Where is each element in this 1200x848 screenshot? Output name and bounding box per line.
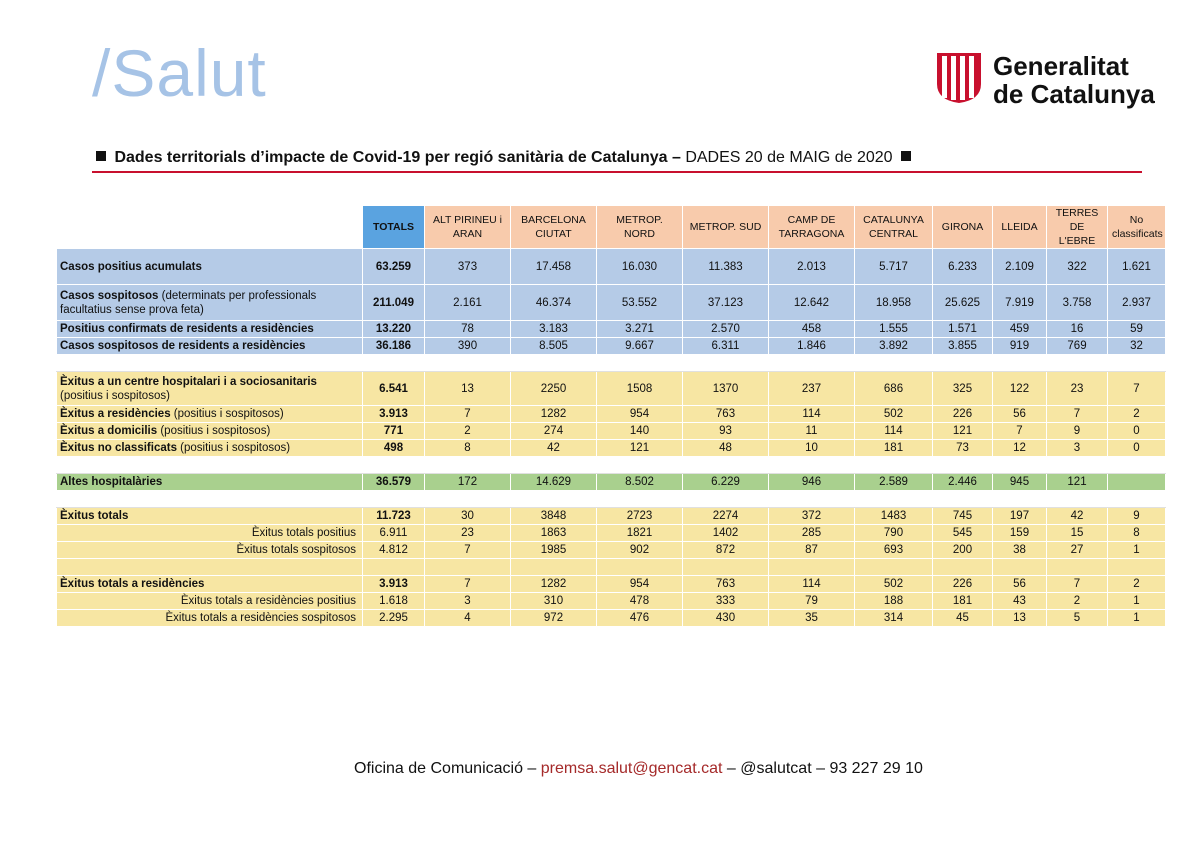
value-cell: 314: [855, 610, 933, 627]
value-cell: 7: [425, 542, 511, 559]
row-label: [57, 355, 363, 372]
value-cell: 3: [1047, 440, 1108, 457]
value-cell: 946: [769, 474, 855, 491]
value-cell: 919: [993, 338, 1047, 355]
value-cell: 73: [933, 440, 993, 457]
total-cell: 36.186: [363, 338, 425, 355]
value-cell: [993, 457, 1047, 474]
column-header: CAMP DE TARRAGONA: [769, 206, 855, 249]
row-label: Èxitus a domicilis (positius i sospitosos): [57, 423, 363, 440]
footer-separator: –: [726, 760, 736, 777]
generalitat-wordmark: [993, 52, 1155, 108]
value-cell: 159: [993, 525, 1047, 542]
table-body: [57, 249, 1166, 627]
value-cell: 3.758: [1047, 285, 1108, 321]
spacer-row: [57, 491, 1166, 508]
value-cell: 181: [855, 440, 933, 457]
table-row: [57, 559, 1166, 576]
value-cell: 197: [993, 508, 1047, 525]
value-cell: [1047, 491, 1108, 508]
value-cell: 14.629: [511, 474, 597, 491]
value-cell: 181: [933, 593, 993, 610]
value-cell: 114: [769, 406, 855, 423]
table-row: [57, 249, 1166, 285]
value-cell: 93: [683, 423, 769, 440]
value-cell: 121: [1047, 474, 1108, 491]
row-label: Èxitus totals a residències positius: [57, 593, 363, 610]
value-cell: 902: [597, 542, 683, 559]
value-cell: 972: [511, 610, 597, 627]
total-cell: 63.259: [363, 249, 425, 285]
value-cell: 1821: [597, 525, 683, 542]
value-cell: 1.621: [1108, 249, 1166, 285]
bullet-square-icon: [901, 151, 911, 161]
headline-divider: [92, 171, 1142, 173]
value-cell: [769, 457, 855, 474]
value-cell: 9: [1108, 508, 1166, 525]
value-cell: 945: [993, 474, 1047, 491]
spacer-row: [57, 457, 1166, 474]
value-cell: 4: [425, 610, 511, 627]
value-cell: [425, 355, 511, 372]
wordmark-line-2: de Catalunya: [993, 79, 1155, 109]
value-cell: 2.446: [933, 474, 993, 491]
table-row: [57, 338, 1166, 355]
value-cell: 693: [855, 542, 933, 559]
value-cell: 23: [425, 525, 511, 542]
footer-phone: – 93 227 29 10: [816, 760, 923, 777]
value-cell: 7: [425, 576, 511, 593]
value-cell: 3.183: [511, 321, 597, 338]
total-cell: [363, 559, 425, 576]
table-row: [57, 372, 1166, 406]
total-cell: 3.913: [363, 406, 425, 423]
value-cell: 285: [769, 525, 855, 542]
value-cell: 38: [993, 542, 1047, 559]
column-header: BARCELONA CIUTAT: [511, 206, 597, 249]
value-cell: [511, 457, 597, 474]
value-cell: 2: [1108, 576, 1166, 593]
value-cell: 7.919: [993, 285, 1047, 321]
value-cell: 42: [511, 440, 597, 457]
value-cell: 333: [683, 593, 769, 610]
value-cell: 3.271: [597, 321, 683, 338]
footer-email-link[interactable]: premsa.salut@gencat.cat: [540, 760, 723, 777]
value-cell: [769, 355, 855, 372]
value-cell: 1402: [683, 525, 769, 542]
value-cell: 0: [1108, 440, 1166, 457]
value-cell: 545: [933, 525, 993, 542]
value-cell: 1: [1108, 610, 1166, 627]
value-cell: 390: [425, 338, 511, 355]
value-cell: [855, 457, 933, 474]
value-cell: [855, 491, 933, 508]
value-cell: 7: [425, 406, 511, 423]
row-label: Casos sospitosos de residents a residències: [57, 338, 363, 355]
value-cell: 2.161: [425, 285, 511, 321]
value-cell: 2: [1047, 593, 1108, 610]
value-cell: 122: [993, 372, 1047, 406]
value-cell: 226: [933, 576, 993, 593]
value-cell: [855, 355, 933, 372]
value-cell: 502: [855, 576, 933, 593]
value-cell: [1108, 474, 1166, 491]
value-cell: 1508: [597, 372, 683, 406]
value-cell: 686: [855, 372, 933, 406]
value-cell: 6.229: [683, 474, 769, 491]
value-cell: 1985: [511, 542, 597, 559]
value-cell: 0: [1108, 423, 1166, 440]
total-cell: 36.579: [363, 474, 425, 491]
value-cell: [597, 355, 683, 372]
value-cell: 12.642: [769, 285, 855, 321]
value-cell: 27: [1047, 542, 1108, 559]
table-row: [57, 321, 1166, 338]
total-cell: 6.911: [363, 525, 425, 542]
value-cell: 172: [425, 474, 511, 491]
value-cell: 12: [993, 440, 1047, 457]
table-row: [57, 423, 1166, 440]
row-label: Positius confirmats de residents a residències: [57, 321, 363, 338]
value-cell: 188: [855, 593, 933, 610]
value-cell: 43: [993, 593, 1047, 610]
headline-date: DADES 20 de MAIG de 2020: [685, 149, 893, 166]
value-cell: [769, 491, 855, 508]
value-cell: 2.570: [683, 321, 769, 338]
value-cell: 53.552: [597, 285, 683, 321]
row-label: Èxitus totals sospitosos: [57, 542, 363, 559]
value-cell: 2.589: [855, 474, 933, 491]
value-cell: [1108, 355, 1166, 372]
value-cell: 5: [1047, 610, 1108, 627]
value-cell: 30: [425, 508, 511, 525]
value-cell: 8.502: [597, 474, 683, 491]
column-header: ALT PIRINEU i ARAN: [425, 206, 511, 249]
total-cell: [363, 355, 425, 372]
value-cell: 13: [425, 372, 511, 406]
value-cell: [597, 491, 683, 508]
value-cell: 140: [597, 423, 683, 440]
value-cell: 5.717: [855, 249, 933, 285]
table-row: [57, 474, 1166, 491]
value-cell: 18.958: [855, 285, 933, 321]
value-cell: 10: [769, 440, 855, 457]
value-cell: 17.458: [511, 249, 597, 285]
column-header: LLEIDA: [993, 206, 1047, 249]
value-cell: [993, 491, 1047, 508]
value-cell: 7: [1108, 372, 1166, 406]
wordmark-line-1: Generalitat: [993, 51, 1129, 81]
header-corner-cell: [57, 206, 363, 249]
covid-data-table: [56, 205, 1166, 627]
value-cell: [769, 559, 855, 576]
value-cell: 13: [993, 610, 1047, 627]
table-row: [57, 508, 1166, 525]
value-cell: [511, 491, 597, 508]
headline-title: Dades territorials d’impacte de Covid-19 per regió sanitària de Catalunya –: [114, 149, 681, 166]
value-cell: 45: [933, 610, 993, 627]
value-cell: 763: [683, 576, 769, 593]
column-header: GIRONA: [933, 206, 993, 249]
contact-footer: [354, 760, 923, 778]
value-cell: 502: [855, 406, 933, 423]
value-cell: 3: [425, 593, 511, 610]
table-row: [57, 525, 1166, 542]
value-cell: 2.937: [1108, 285, 1166, 321]
value-cell: [425, 457, 511, 474]
value-cell: 15: [1047, 525, 1108, 542]
value-cell: 1282: [511, 406, 597, 423]
value-cell: 23: [1047, 372, 1108, 406]
table-row: [57, 440, 1166, 457]
total-cell: [363, 457, 425, 474]
total-cell: 13.220: [363, 321, 425, 338]
value-cell: 1370: [683, 372, 769, 406]
value-cell: 763: [683, 406, 769, 423]
value-cell: 32: [1108, 338, 1166, 355]
row-label: [57, 491, 363, 508]
column-header: No classificats: [1108, 206, 1166, 249]
value-cell: 2723: [597, 508, 683, 525]
value-cell: 430: [683, 610, 769, 627]
value-cell: [683, 559, 769, 576]
value-cell: 1: [1108, 542, 1166, 559]
total-cell: [363, 491, 425, 508]
value-cell: [511, 355, 597, 372]
value-cell: 1.555: [855, 321, 933, 338]
salut-brand-logo: /Salut: [92, 36, 267, 110]
value-cell: 2250: [511, 372, 597, 406]
value-cell: [511, 559, 597, 576]
value-cell: 325: [933, 372, 993, 406]
value-cell: 11.383: [683, 249, 769, 285]
total-cell: 211.049: [363, 285, 425, 321]
value-cell: [993, 559, 1047, 576]
value-cell: 237: [769, 372, 855, 406]
value-cell: 274: [511, 423, 597, 440]
value-cell: [933, 559, 993, 576]
total-cell: 498: [363, 440, 425, 457]
value-cell: [1047, 355, 1108, 372]
column-header: CATALUNYA CENTRAL: [855, 206, 933, 249]
value-cell: 11: [769, 423, 855, 440]
value-cell: 78: [425, 321, 511, 338]
value-cell: 16.030: [597, 249, 683, 285]
generalitat-emblem-icon: [934, 50, 984, 104]
value-cell: 1.846: [769, 338, 855, 355]
row-label: Casos positius acumulats: [57, 249, 363, 285]
value-cell: 8: [425, 440, 511, 457]
value-cell: 59: [1108, 321, 1166, 338]
value-cell: 6.233: [933, 249, 993, 285]
value-cell: 42: [1047, 508, 1108, 525]
report-headline: [92, 149, 915, 167]
value-cell: 87: [769, 542, 855, 559]
value-cell: 2: [425, 423, 511, 440]
table-header-row: [57, 206, 1166, 249]
value-cell: [933, 457, 993, 474]
value-cell: [1108, 559, 1166, 576]
value-cell: 372: [769, 508, 855, 525]
value-cell: 8.505: [511, 338, 597, 355]
value-cell: 56: [993, 576, 1047, 593]
value-cell: [993, 355, 1047, 372]
value-cell: 322: [1047, 249, 1108, 285]
value-cell: 114: [855, 423, 933, 440]
value-cell: 3.892: [855, 338, 933, 355]
value-cell: 2.013: [769, 249, 855, 285]
value-cell: [425, 559, 511, 576]
table-row: [57, 542, 1166, 559]
total-cell: 11.723: [363, 508, 425, 525]
value-cell: 37.123: [683, 285, 769, 321]
value-cell: 745: [933, 508, 993, 525]
value-cell: 3848: [511, 508, 597, 525]
value-cell: 35: [769, 610, 855, 627]
total-cell: 6.541: [363, 372, 425, 406]
value-cell: 46.374: [511, 285, 597, 321]
value-cell: 1483: [855, 508, 933, 525]
row-label: Èxitus totals a residències sospitosos: [57, 610, 363, 627]
table-row: [57, 285, 1166, 321]
value-cell: 56: [993, 406, 1047, 423]
value-cell: 1.571: [933, 321, 993, 338]
value-cell: 310: [511, 593, 597, 610]
value-cell: [1108, 457, 1166, 474]
value-cell: 121: [933, 423, 993, 440]
value-cell: [1047, 457, 1108, 474]
value-cell: 459: [993, 321, 1047, 338]
spacer-row: [57, 355, 1166, 372]
value-cell: 458: [769, 321, 855, 338]
value-cell: 2274: [683, 508, 769, 525]
value-cell: 9: [1047, 423, 1108, 440]
bullet-square-icon: [96, 151, 106, 161]
value-cell: 1: [1108, 593, 1166, 610]
value-cell: 79: [769, 593, 855, 610]
row-label: [57, 559, 363, 576]
row-label: Èxitus totals a residències: [57, 576, 363, 593]
total-cell: 2.295: [363, 610, 425, 627]
value-cell: 2: [1108, 406, 1166, 423]
value-cell: 478: [597, 593, 683, 610]
value-cell: [683, 457, 769, 474]
table-row: [57, 576, 1166, 593]
value-cell: 2.109: [993, 249, 1047, 285]
value-cell: 954: [597, 576, 683, 593]
value-cell: [683, 491, 769, 508]
value-cell: 1863: [511, 525, 597, 542]
value-cell: 226: [933, 406, 993, 423]
value-cell: 476: [597, 610, 683, 627]
value-cell: 16: [1047, 321, 1108, 338]
value-cell: 872: [683, 542, 769, 559]
row-label: Altes hospitalàries: [57, 474, 363, 491]
column-header: TERRES DE L'EBRE: [1047, 206, 1108, 249]
value-cell: 373: [425, 249, 511, 285]
row-label: [57, 457, 363, 474]
value-cell: [1047, 559, 1108, 576]
value-cell: 9.667: [597, 338, 683, 355]
value-cell: [597, 559, 683, 576]
row-label: Èxitus totals: [57, 508, 363, 525]
value-cell: 3.855: [933, 338, 993, 355]
table-row: [57, 610, 1166, 627]
value-cell: 25.625: [933, 285, 993, 321]
column-header-totals: TOTALS: [363, 206, 425, 249]
value-cell: [933, 491, 993, 508]
value-cell: 8: [1108, 525, 1166, 542]
value-cell: 769: [1047, 338, 1108, 355]
total-cell: 4.812: [363, 542, 425, 559]
row-label: Casos sospitosos (determinats per professionals facultatius sense prova feta): [57, 285, 363, 321]
column-header: METROP. SUD: [683, 206, 769, 249]
value-cell: [855, 559, 933, 576]
value-cell: 7: [1047, 406, 1108, 423]
value-cell: [425, 491, 511, 508]
total-cell: 1.618: [363, 593, 425, 610]
total-cell: 3.913: [363, 576, 425, 593]
footer-office: Oficina de Comunicació –: [354, 760, 537, 777]
value-cell: 6.311: [683, 338, 769, 355]
value-cell: [933, 355, 993, 372]
value-cell: 1282: [511, 576, 597, 593]
row-label: Èxitus totals positius: [57, 525, 363, 542]
value-cell: 7: [993, 423, 1047, 440]
value-cell: [683, 355, 769, 372]
value-cell: 114: [769, 576, 855, 593]
row-label: Èxitus a residències (positius i sospitosos): [57, 406, 363, 423]
value-cell: 7: [1047, 576, 1108, 593]
value-cell: 121: [597, 440, 683, 457]
value-cell: 200: [933, 542, 993, 559]
value-cell: 48: [683, 440, 769, 457]
table-row: [57, 593, 1166, 610]
value-cell: [1108, 491, 1166, 508]
column-header: METROP. NORD: [597, 206, 683, 249]
footer-handle: @salutcat: [740, 760, 812, 777]
value-cell: 790: [855, 525, 933, 542]
value-cell: 954: [597, 406, 683, 423]
total-cell: 771: [363, 423, 425, 440]
table-row: [57, 406, 1166, 423]
row-label: Èxitus a un centre hospitalari i a sociosanitaris (positius i sospitosos): [57, 372, 363, 406]
row-label: Èxitus no classificats (positius i sospitosos): [57, 440, 363, 457]
value-cell: [597, 457, 683, 474]
